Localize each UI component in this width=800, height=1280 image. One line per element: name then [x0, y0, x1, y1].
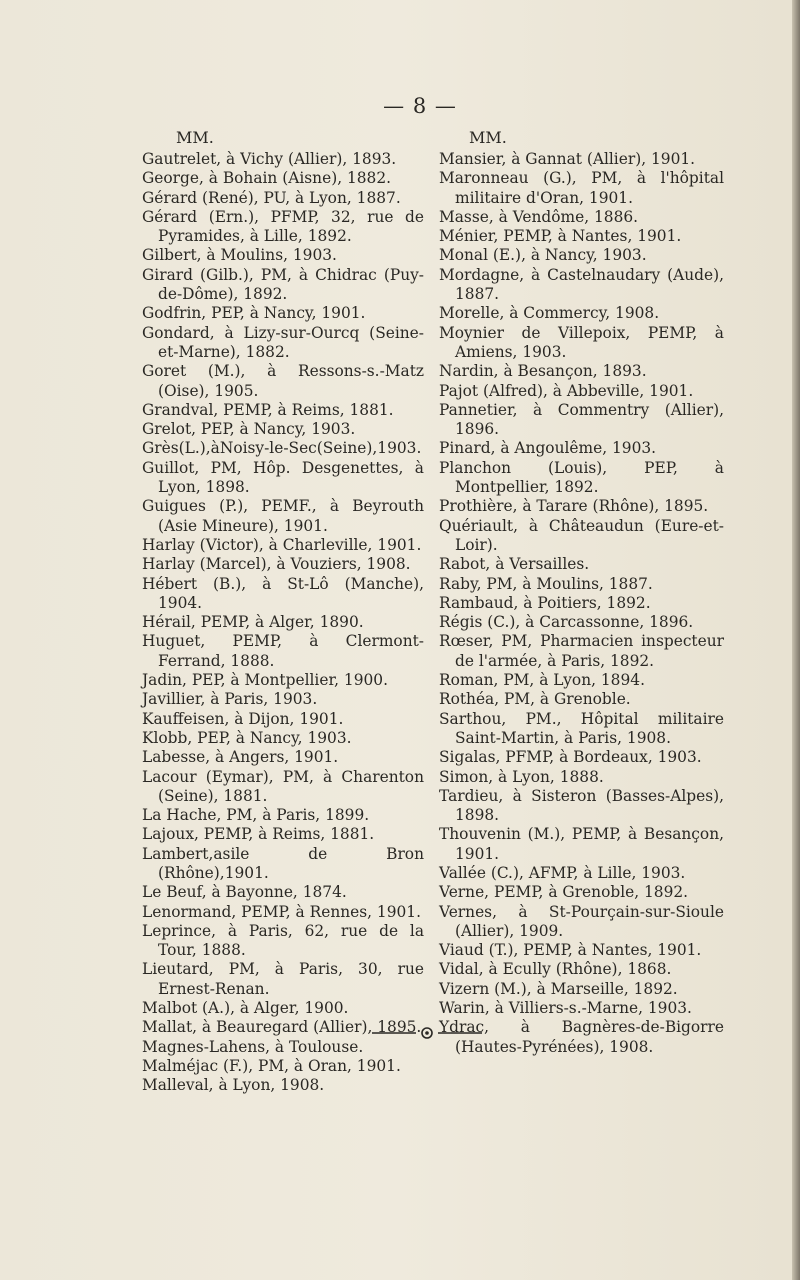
directory-entry: Grelot, PEP, à Nancy, 1903.	[142, 420, 356, 439]
right-column	[439, 150, 724, 1057]
directory-entry: Vizern (M.), à Marseille, 1892.	[439, 979, 678, 998]
directory-entry: Pannetier, à Commentry (Allier), 1896.	[439, 400, 724, 439]
directory-entry: Malbot (A.), à Alger, 1900.	[142, 999, 349, 1018]
directory-entry: Lenormand, PEMP, à Rennes, 1901.	[142, 902, 421, 921]
directory-entry: Verne, PEMP, à Grenoble, 1892.	[439, 883, 689, 902]
directory-entry: Guigues (P.), PEMF., à Beyrouth (Asie Mineure), 1901.	[142, 497, 424, 535]
directory-entry: Prothière, à Tarare (Rhône), 1895.	[439, 497, 709, 516]
directory-entry: Viaud (T.), PEMP, à Nantes, 1901.	[439, 941, 702, 960]
left-column-header: MM.	[176, 128, 214, 147]
directory-entry: Sigalas, PFMP, à Bordeaux, 1903.	[439, 748, 702, 767]
directory-entry: Huguet, PEMP, à Clermont-Ferrand, 1888.	[142, 632, 424, 670]
directory-entry: Rabot, à Versailles.	[439, 555, 590, 574]
directory-entry: Goret (M.), à Ressons-s.-Matz (Oise), 1905.	[142, 362, 424, 400]
directory-entry: Masse, à Vendôme, 1886.	[439, 207, 639, 226]
directory-entry: Ydrac, à Bagnères-de-Bigorre (Hautes-Pyrénées), 1908.	[439, 1018, 724, 1056]
directory-entry: Moynier de Villepoix, PEMP, à Amiens, 1903.	[439, 323, 724, 361]
directory-entry: Raby, PM, à Moulins, 1887.	[439, 574, 653, 593]
directory-entry: Lacour (Eymar), PM, à Charenton (Seine), 1881.	[142, 767, 424, 805]
directory-entry: Vallée (C.), AFMP, à Lille, 1903.	[439, 863, 686, 882]
directory-entry: Morelle, à Commercy, 1908.	[439, 304, 660, 323]
directory-entry: Roman, PM, à Lyon, 1894.	[439, 671, 645, 690]
directory-entry: Lajoux, PEMP, à Reims, 1881.	[142, 825, 375, 844]
directory-entry: Le Beuf, à Bayonne, 1874.	[142, 883, 347, 902]
directory-entry: George, à Bohain (Aisne), 1882.	[142, 169, 392, 188]
directory-entry: Mansier, à Gannat (Allier), 1901.	[439, 150, 696, 168]
directory-entry: Monal (E.), à Nancy, 1903.	[439, 246, 647, 265]
directory-entry: Lambert,asile de Bron (Rhône),1901.	[142, 844, 424, 882]
directory-entry: Vidal, à Ecully (Rhône), 1868.	[439, 960, 672, 979]
directory-entry: Gautrelet, à Vichy (Allier), 1893.	[142, 150, 397, 168]
directory-entry: Planchon (Louis), PEP, à Montpellier, 1892.	[439, 458, 724, 497]
end-ornament-icon	[372, 1026, 482, 1040]
directory-entry: Rœser, PM, Pharmacien inspecteur de l'armée, à Paris, 1892.	[439, 632, 724, 670]
directory-entry: Pajot (Alfred), à Abbeville, 1901.	[439, 381, 694, 400]
directory-entry: Maronneau (G.), PM, à l'hôpital militaire d'Oran, 1901.	[439, 169, 724, 207]
directory-entry: Gondard, à Lizy-sur-Ourcq (Seine-et-Marne), 1882.	[142, 323, 424, 361]
directory-entry: Harlay (Victor), à Charleville, 1901.	[142, 535, 422, 554]
directory-entry: Mallat, à Beauregard (Allier), 1895.	[142, 1018, 422, 1037]
directory-entry: Harlay (Marcel), à Vouziers, 1908.	[142, 555, 411, 574]
directory-entry: Warin, à Villiers-s.-Marne, 1903.	[439, 999, 692, 1018]
directory-entry: Girard (Gilb.), PM, à Chidrac (Puy-de-Dôme), 1892.	[142, 265, 424, 304]
directory-entry: Tardieu, à Sisteron (Basses-Alpes), 1898.	[439, 786, 724, 825]
directory-entry: Hérail, PEMP, à Alger, 1890.	[142, 613, 364, 632]
directory-entry: Malméjac (F.), PM, à Oran, 1901.	[142, 1056, 401, 1075]
directory-entry: Godfrin, PEP, à Nancy, 1901.	[142, 304, 366, 323]
directory-entry: Nardin, à Besançon, 1893.	[439, 362, 647, 381]
directory-entry: Ménier, PEMP, à Nantes, 1901.	[439, 227, 682, 246]
directory-entry: Kauffeisen, à Dijon, 1901.	[142, 709, 344, 728]
directory-entry: Guillot, PM, Hôp. Desgenettes, à Lyon, 1898.	[142, 458, 424, 497]
directory-entry: Malleval, à Lyon, 1908.	[142, 1076, 325, 1095]
directory-entry: Vernes, à St-Pourçain-sur-Sioule (Allier), 1909.	[439, 902, 724, 940]
directory-entry: Rambaud, à Poitiers, 1892.	[439, 593, 651, 612]
directory-entry: Jadin, PEP, à Montpellier, 1900.	[142, 671, 388, 690]
directory-entry: Gérard (René), PU, à Lyon, 1887.	[142, 188, 401, 207]
directory-entry: Lieutard, PM, à Paris, 30, rue Ernest-Renan.	[142, 960, 424, 998]
directory-entry: Quériault, à Châteaudun (Eure-et-Loir).	[439, 516, 724, 554]
directory-entry: Javillier, à Paris, 1903.	[142, 690, 318, 709]
directory-entry: Mordagne, à Castelnaudary (Aude), 1887.	[439, 265, 724, 304]
directory-entry: Hébert (B.), à St-Lô (Manche), 1904.	[142, 574, 424, 612]
directory-entry: Rothéa, PM, à Grenoble.	[439, 690, 631, 709]
directory-entry: Gilbert, à Moulins, 1903.	[142, 246, 337, 265]
directory-entry: Simon, à Lyon, 1888.	[439, 767, 604, 786]
left-column	[142, 150, 424, 1096]
directory-entry: Leprince, à Paris, 62, rue de la Tour, 1888.	[142, 921, 424, 960]
directory-entry: Régis (C.), à Carcassonne, 1896.	[439, 613, 694, 632]
page-number: — 8 —	[383, 94, 457, 118]
directory-entry: La Hache, PM, à Paris, 1899.	[142, 806, 370, 825]
directory-entry: Gérard (Ern.), PFMP, 32, rue de Pyramides, à Lille, 1892.	[142, 207, 424, 246]
directory-entry: Pinard, à Angoulême, 1903.	[439, 439, 657, 458]
page-edge	[792, 0, 800, 1280]
directory-entry: Grès(L.),àNoisy-le-Sec(Seine),1903.	[142, 439, 422, 458]
directory-entry: Labesse, à Angers, 1901.	[142, 748, 339, 767]
directory-entry: Sarthou, PM., Hôpital militaire Saint-Martin, à Paris, 1908.	[439, 709, 724, 747]
directory-entry: Grandval, PEMP, à Reims, 1881.	[142, 400, 394, 419]
directory-entry: Klobb, PEP, à Nancy, 1903.	[142, 728, 352, 747]
right-column-header: MM.	[469, 128, 507, 147]
directory-entry: Thouvenin (M.), PEMP, à Besançon, 1901.	[439, 825, 724, 863]
directory-entry: Magnes-Lahens, à Toulouse.	[142, 1037, 364, 1056]
